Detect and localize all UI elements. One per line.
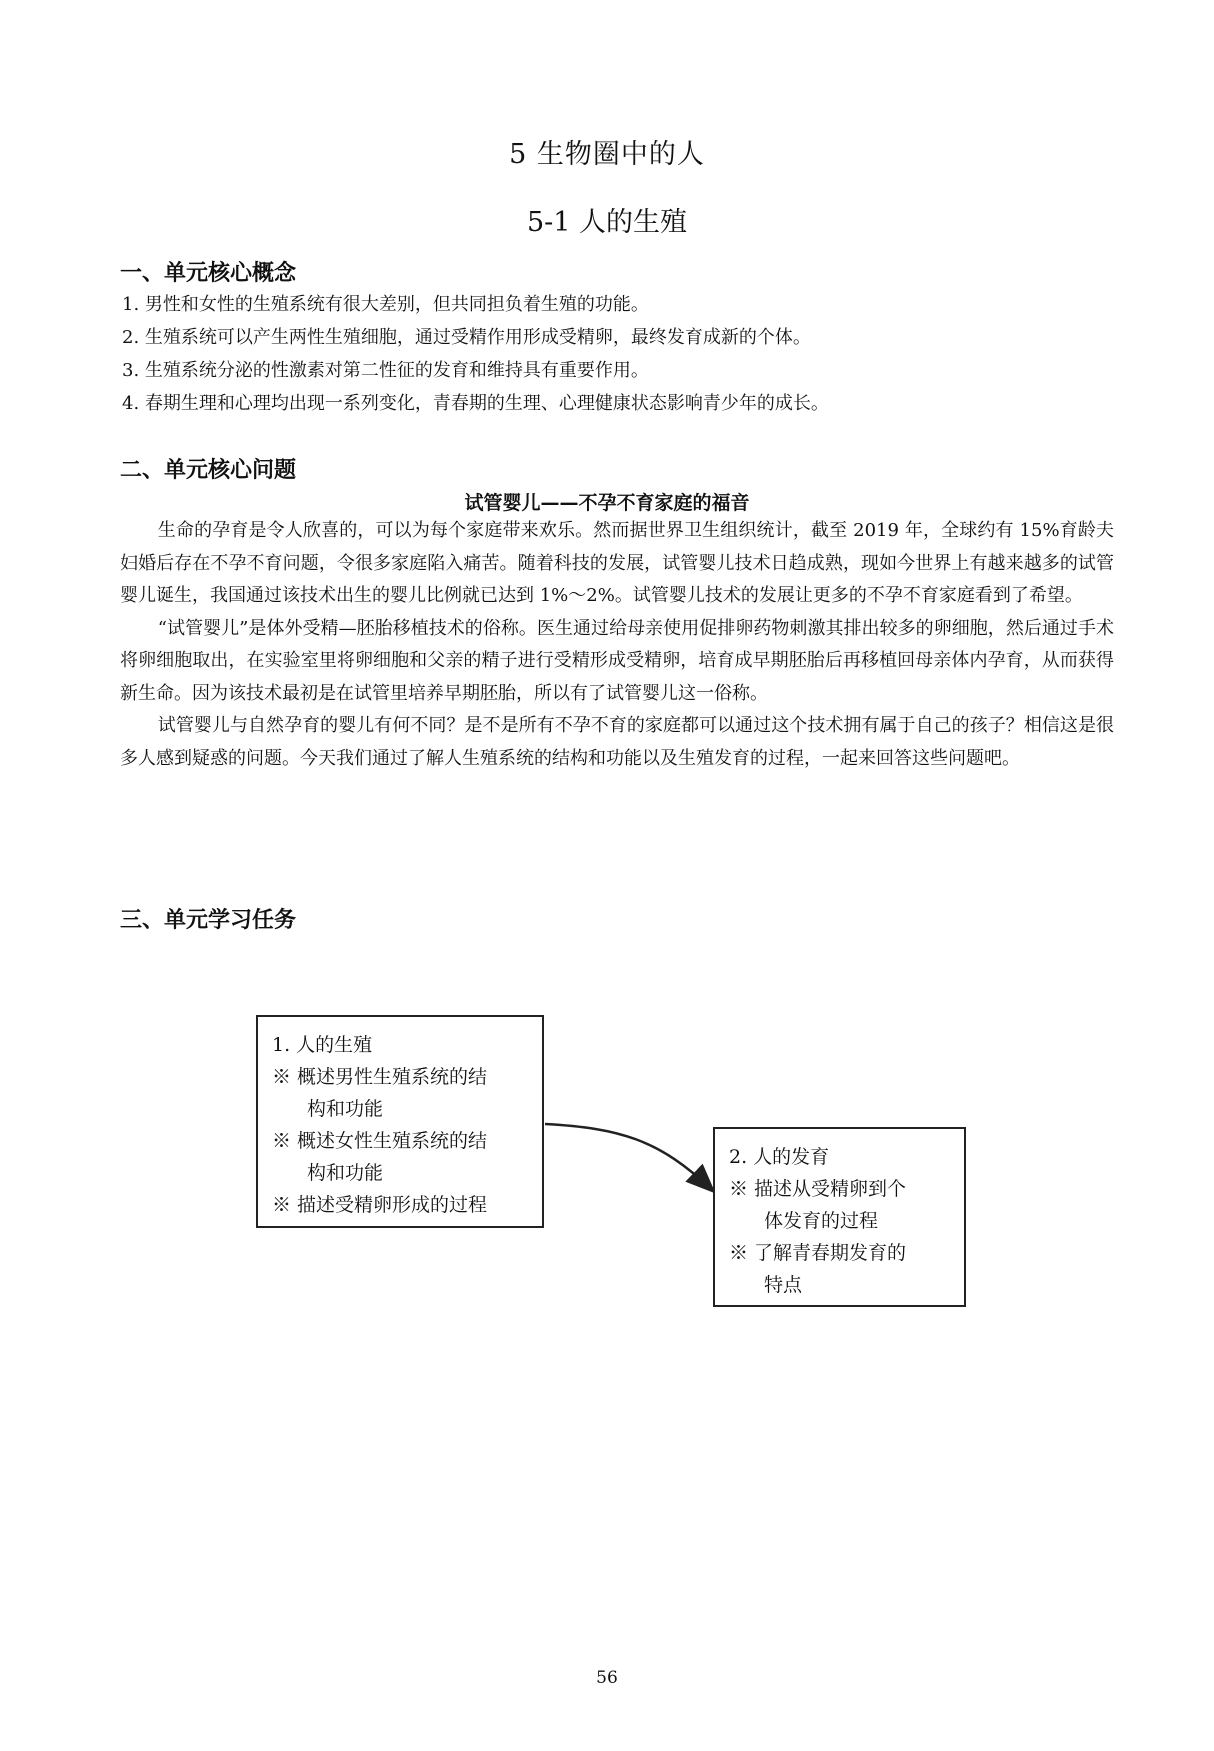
task-item: ※ 概述女性生殖系统的结 [272,1130,488,1152]
task-box-development [713,1127,966,1307]
arrow-line [545,1124,712,1190]
page-number: 56 [596,1668,618,1688]
section-title: 5-1 人的生殖 [526,207,688,238]
concept-item: 1. 男性和女性的生殖系统有很大差别，但共同担负着生殖的功能。 [122,294,649,315]
article-paragraph: 生命的孕育是令人欣喜的，可以为每个家庭带来欢乐。然而据世界卫生组织统计，截至 2019 年，全球约有 15%育龄夫妇婚后存在不孕不育问题，令很多家庭陷入痛苦。随着科技的发展，试管婴儿技术日趋成熟，现如今世界上有越来越多的试管婴儿诞生，我国通过该技术出生的婴儿比例就已达到 1%～2%。试管婴儿技术的发展让更多的不孕不育家庭看到了希望。 [120,520,1114,606]
task-title: 2. 人的发育 [729,1146,830,1168]
article-paragraph: “试管婴儿”是体外受精—胚胎移植技术的俗称。医生通过给母亲使用促排卵药物刺激其排出较多的卵细胞，然后通过手术将卵细胞取出，在实验室里将卵细胞和父亲的精子进行受精形成受精卵，培育成早期胚胎后再移植回母亲体内孕育，从而获得新生命。因为该技术最初是在试管里培养早期胚胎，所以有了试管婴儿这一俗称。 [120,617,1114,704]
task-box-reproduction [256,1015,544,1228]
heading-core-concepts: 一、单元核心概念 [120,261,297,286]
concept-item: 3. 生殖系统分泌的性激素对第二性征的发育和维持具有重要作用。 [122,360,649,381]
task-item: ※ 描述受精卵形成的过程 [272,1194,488,1216]
task-item-continued: 特点 [764,1274,803,1296]
task-title: 1. 人的生殖 [272,1034,373,1056]
task-item: ※ 描述从受精卵到个 [729,1178,907,1200]
heading-core-question: 二、单元核心问题 [120,458,297,483]
heading-learning-tasks: 三、单元学习任务 [120,908,297,933]
task-item-continued: 体发育的过程 [764,1210,879,1232]
concept-item: 2. 生殖系统可以产生两性生殖细胞，通过受精作用形成受精卵，最终发育成新的个体。 [122,327,811,348]
article-paragraph: 试管婴儿与自然孕育的婴儿有何不同？是不是所有不孕不育的家庭都可以通过这个技术拥有属于自己的孩子？相信这是很多人感到疑惑的问题。今天我们通过了解人生殖系统的结构和功能以及生殖发育的过程，一起来回答这些问题吧。 [120,715,1114,769]
concept-item: 4. 春期生理和心理均出现一系列变化，青春期的生理、心理健康状态影响青少年的成长。 [122,393,829,414]
article-title: 试管婴儿——不孕不育家庭的福音 [464,492,750,514]
task-item-continued: 构和功能 [307,1098,384,1120]
task-item: ※ 概述男性生殖系统的结 [272,1066,488,1088]
page-title: 5 生物圈中的人 [509,139,705,170]
task-item-continued: 构和功能 [307,1162,384,1184]
task-item: ※ 了解青春期发育的 [729,1242,907,1264]
